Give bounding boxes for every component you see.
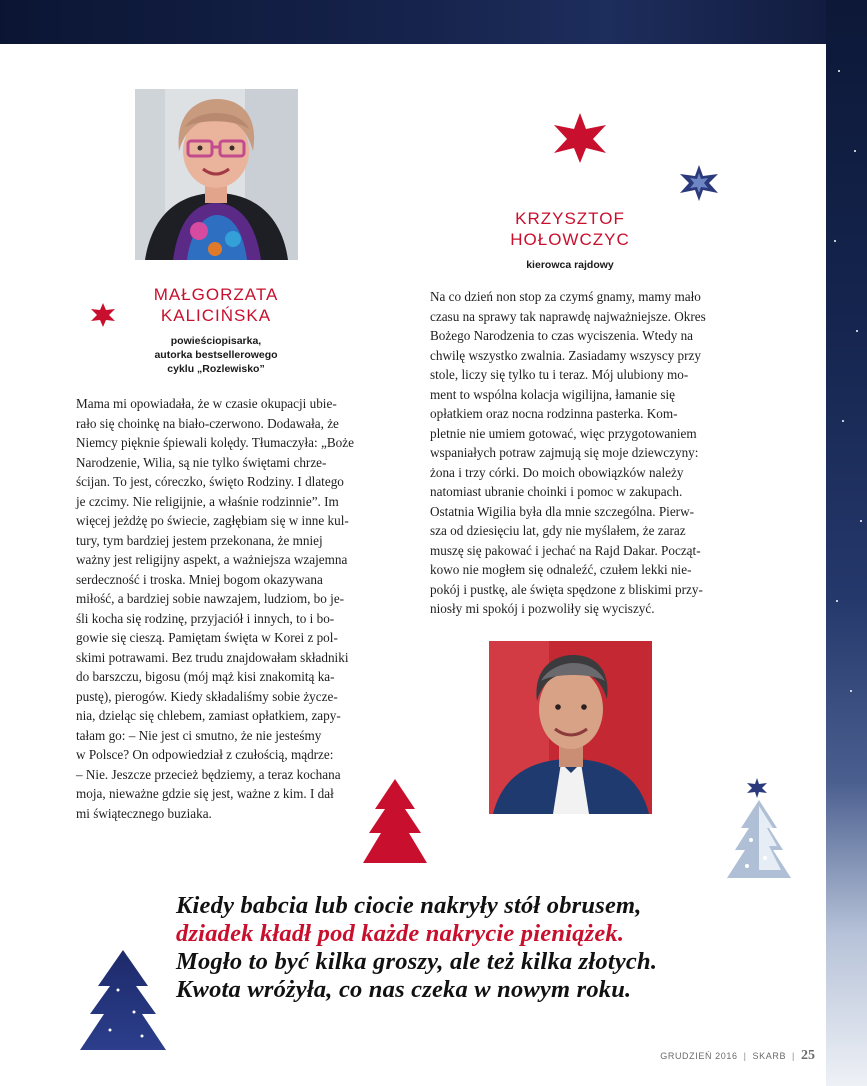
text-line: skimi potrawami. Bez trudu znajdowałam składniki — [76, 649, 349, 665]
text-line: Ostatnia Wigilia była dla mnie szczególna. Pierw- — [430, 503, 694, 519]
text-line: więcej jeżdżę po świecie, zagłębiam się w inne kul- — [76, 513, 349, 528]
navy-star-icon — [678, 165, 720, 201]
person-name-holowczyc — [450, 208, 690, 250]
article-text-kalicinska — [76, 394, 421, 823]
christmas-tree-icon — [80, 950, 166, 1050]
text-line: ścijan. To jest, córeczko, święto Rodziny. I dlatego — [76, 474, 344, 489]
text-line: pletnie nie umiem gotować, więc przygotowaniem — [430, 425, 697, 441]
red-star-icon — [552, 113, 608, 163]
text-line: Mama mi opowiadała, że w czasie okupacji ubie- — [76, 396, 337, 411]
person-role-kalicinska — [96, 334, 336, 376]
text-line: stole, liczy się tylko tu i teraz. Mój ulubiony mo- — [430, 367, 689, 382]
person-name-kalicinska — [96, 284, 336, 326]
name-line: KRZYSZTOF — [515, 209, 625, 228]
footer-issue: GRUDZIEŃ 2016 — [660, 1051, 738, 1061]
text-line: moja, nieważne gdzie się jest, ważne z kim. I dał — [76, 786, 334, 801]
role-line: cyklu „Rozlewisko” — [167, 363, 265, 375]
text-line: Narodzenie, Wilia, są nie tylko świętami chrze- — [76, 454, 327, 470]
text-line: pokój i pustkę, ale święta spędzone z bliskimi przy- — [430, 581, 703, 597]
footer-separator: | — [792, 1051, 795, 1061]
text-line: niosły mi spokój i pozwoliły się wyciszyć. — [430, 601, 655, 616]
quote-line: Mogło to być kilka groszy, ale też kilka złotych. — [176, 948, 658, 975]
text-line: gowie się cieszą. Pamiętam święta w Korei z pol- — [76, 630, 338, 645]
text-line: nia, dzieląc się chlebem, zamiast opłatkiem, zapy- — [76, 708, 341, 723]
red-star-icon — [90, 303, 116, 327]
portrait-photo-kalicinska — [135, 89, 298, 260]
text-line: ment to wspólna kolacja wigilijna, łamanie się — [430, 386, 676, 402]
text-line: Bożego Narodzenia to czas wyciszenia. Wtedy na — [430, 328, 694, 343]
text-line: miłość, a bardziej sobie nawzajem, ludziom, bo je- — [76, 591, 345, 606]
text-line: tury, tym bardziej jestem przekonana, że mniej — [76, 532, 323, 548]
text-line: natomiast ubranie choinki i pomoc w zakupach. — [430, 484, 683, 499]
name-line: MAŁGORZATA — [153, 285, 279, 304]
text-line: tałam go: – Nie jest ci smutno, że nie jesteśmy — [76, 727, 322, 743]
article-text-holowczyc — [430, 287, 775, 619]
text-line: chwilę wszystko zwalnia. Zasiadamy wszyscy przy — [430, 347, 701, 363]
night-sky-right — [826, 0, 867, 1086]
text-line: kowo nie mogłem się odnaleźć, czułem lekki nie- — [430, 562, 692, 577]
quote-line-highlight: dziadek kładł pod każde nakrycie pieniążek. — [176, 920, 625, 947]
page-footer — [560, 1048, 815, 1064]
person-role-holowczyc — [450, 258, 690, 272]
role-line: powieściopisarka, — [170, 335, 262, 347]
text-line: – Nie. Jeszcze przecież będziemy, a teraz kochana — [76, 766, 341, 782]
text-line: je czcimy. Nie religijnie, a właśnie rodzinnie”. Im — [76, 493, 339, 509]
role-line: autorka bestsellerowego — [154, 349, 278, 361]
name-line: HOŁOWCZYC — [510, 230, 630, 249]
footer-magazine: SKARB — [752, 1051, 787, 1061]
text-line: ważny jest religijny aspekt, a ważniejsza wzajemna — [76, 552, 348, 567]
text-line: Na co dzień non stop za czymś gnamy, mamy mało — [430, 289, 701, 304]
quote-line: Kiedy babcia lub ciocie nakryły stół obrusem, — [176, 892, 642, 919]
text-line: czasu na sprawy tak naprawdę najważniejsze. Okres — [430, 308, 706, 324]
text-line: rało się choinkę na biało-czerwono. Dodawała, że — [76, 415, 339, 431]
pull-quote — [176, 892, 826, 1004]
text-line: mi świątecznego buziaka. — [76, 805, 212, 821]
page-number: 25 — [801, 1048, 815, 1063]
text-line: pustę), pierogów. Kiedy składaliśmy sobie życze- — [76, 688, 338, 704]
text-line: muszę się pakować i jechać na Rajd Dakar. Począt- — [430, 542, 701, 558]
text-line: wspaniałych potraw zajmują się moje dziewczyny: — [430, 445, 699, 460]
night-sky-top — [0, 0, 867, 44]
name-line: KALICIŃSKA — [160, 306, 272, 325]
text-line: opłatkiem oraz nocna rodzinna pasterka. Kom- — [430, 406, 678, 421]
text-line: do barszczu, bigosu (mój mąż kisi znakomitą ka- — [76, 669, 335, 684]
text-line: śli kocha się rodzinę, przyjaciół i innych, to i bo- — [76, 610, 335, 626]
footer-separator: | — [743, 1051, 747, 1061]
text-line: w Polsce? On odpowiedział z czułością, mądrze: — [76, 747, 334, 762]
navy-star-icon — [746, 778, 768, 798]
christmas-tree-icon — [363, 779, 427, 863]
snowy-tree-icon — [727, 800, 791, 878]
text-line: sza od dziesięciu lat, gdy nie myślałem, że zaraz — [430, 523, 686, 538]
text-line: Niemcy pięknie śpiewali kolędy. Tłumaczyła: „Boże — [76, 435, 354, 450]
quote-line: Kwota wróżyła, co nas czeka w nowym roku. — [176, 976, 632, 1003]
text-line: żona i trzy córki. Do moich obowiązków należy — [430, 464, 684, 480]
portrait-photo-holowczyc — [489, 641, 652, 814]
role-line: kierowca rajdowy — [526, 259, 614, 271]
text-line: serdeczność i troska. Mniej bogom okazywana — [76, 571, 323, 587]
